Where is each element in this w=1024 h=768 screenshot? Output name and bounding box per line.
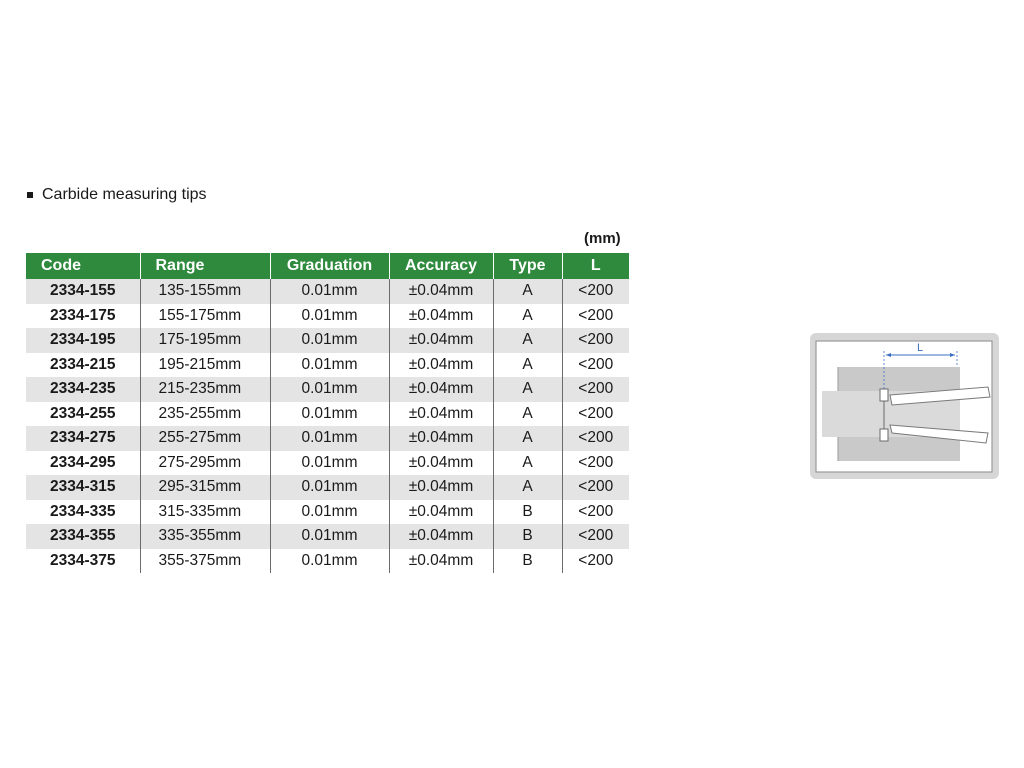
table-row [26, 304, 629, 329]
cell-l: <200 [562, 475, 629, 500]
cell-range: 175-195mm [140, 328, 270, 353]
cell-code: 2334-335 [26, 500, 140, 525]
cell-range: 295-315mm [140, 475, 270, 500]
square-bullet-icon [27, 192, 33, 198]
cell-type: B [493, 500, 562, 525]
spec-table [26, 253, 629, 573]
cell-code: 2334-215 [26, 353, 140, 378]
header-l: L [562, 253, 629, 279]
cell-l: <200 [562, 328, 629, 353]
cell-l: <200 [562, 451, 629, 476]
cell-accuracy: ±0.04mm [389, 549, 493, 574]
cell-code: 2334-155 [26, 279, 140, 304]
header-type: Type [493, 253, 562, 279]
cell-type: A [493, 475, 562, 500]
table-row [26, 328, 629, 353]
cell-range: 155-175mm [140, 304, 270, 329]
cell-l: <200 [562, 500, 629, 525]
cell-range: 135-155mm [140, 279, 270, 304]
cell-graduation: 0.01mm [270, 402, 389, 427]
cell-type: A [493, 304, 562, 329]
upper-tip [880, 389, 888, 401]
cell-type: A [493, 426, 562, 451]
cell-type: B [493, 549, 562, 574]
cell-l: <200 [562, 426, 629, 451]
cell-graduation: 0.01mm [270, 475, 389, 500]
cell-code: 2334-315 [26, 475, 140, 500]
unit-label: (mm) [584, 230, 621, 247]
header-range: Range [140, 253, 270, 279]
cell-range: 275-295mm [140, 451, 270, 476]
cell-range: 215-235mm [140, 377, 270, 402]
cell-graduation: 0.01mm [270, 451, 389, 476]
cell-code: 2334-375 [26, 549, 140, 574]
caliper-tip-illustration [810, 333, 999, 479]
cell-type: A [493, 353, 562, 378]
table-header-row [26, 253, 629, 279]
table-row [26, 402, 629, 427]
cell-l: <200 [562, 377, 629, 402]
cell-type: B [493, 524, 562, 549]
table-row [26, 279, 629, 304]
table-row [26, 549, 629, 574]
cell-graduation: 0.01mm [270, 279, 389, 304]
cell-accuracy: ±0.04mm [389, 426, 493, 451]
cell-type: A [493, 279, 562, 304]
cell-range: 235-255mm [140, 402, 270, 427]
cell-range: 315-335mm [140, 500, 270, 525]
workpiece-lower [838, 437, 960, 461]
cell-accuracy: ±0.04mm [389, 377, 493, 402]
cell-range: 335-355mm [140, 524, 270, 549]
workpiece-upper [838, 367, 960, 391]
cell-accuracy: ±0.04mm [389, 500, 493, 525]
table-row [26, 451, 629, 476]
header-graduation: Graduation [270, 253, 389, 279]
cell-code: 2334-255 [26, 402, 140, 427]
cell-code: 2334-175 [26, 304, 140, 329]
header-code: Code [26, 253, 140, 279]
table-row [26, 524, 629, 549]
cell-l: <200 [562, 353, 629, 378]
cell-accuracy: ±0.04mm [389, 328, 493, 353]
cell-code: 2334-235 [26, 377, 140, 402]
dimension-label: L [916, 342, 924, 354]
cell-code: 2334-355 [26, 524, 140, 549]
cell-code: 2334-275 [26, 426, 140, 451]
cell-accuracy: ±0.04mm [389, 402, 493, 427]
cell-graduation: 0.01mm [270, 353, 389, 378]
cell-code: 2334-295 [26, 451, 140, 476]
cell-l: <200 [562, 279, 629, 304]
cell-l: <200 [562, 402, 629, 427]
cell-graduation: 0.01mm [270, 377, 389, 402]
cell-graduation: 0.01mm [270, 328, 389, 353]
cell-type: A [493, 451, 562, 476]
cell-graduation: 0.01mm [270, 549, 389, 574]
cell-range: 255-275mm [140, 426, 270, 451]
cell-l: <200 [562, 304, 629, 329]
table-row [26, 475, 629, 500]
section-title [27, 186, 207, 204]
cell-accuracy: ±0.04mm [389, 304, 493, 329]
cell-accuracy: ±0.04mm [389, 279, 493, 304]
table-body [26, 279, 629, 573]
cell-range: 195-215mm [140, 353, 270, 378]
cell-type: A [493, 402, 562, 427]
table-row [26, 500, 629, 525]
cell-graduation: 0.01mm [270, 304, 389, 329]
table-row [26, 377, 629, 402]
cell-accuracy: ±0.04mm [389, 451, 493, 476]
header-accuracy: Accuracy [389, 253, 493, 279]
cell-type: A [493, 328, 562, 353]
section-title-text: Carbide measuring tips [42, 186, 207, 203]
cell-graduation: 0.01mm [270, 524, 389, 549]
cell-type: A [493, 377, 562, 402]
measuring-tip-diagram [810, 333, 999, 479]
lower-tip [880, 429, 888, 441]
cell-code: 2334-195 [26, 328, 140, 353]
table-row [26, 353, 629, 378]
table-row [26, 426, 629, 451]
cell-l: <200 [562, 549, 629, 574]
cell-range: 355-375mm [140, 549, 270, 574]
cell-accuracy: ±0.04mm [389, 353, 493, 378]
cell-accuracy: ±0.04mm [389, 524, 493, 549]
cell-graduation: 0.01mm [270, 426, 389, 451]
cell-graduation: 0.01mm [270, 500, 389, 525]
cell-l: <200 [562, 524, 629, 549]
cell-accuracy: ±0.04mm [389, 475, 493, 500]
